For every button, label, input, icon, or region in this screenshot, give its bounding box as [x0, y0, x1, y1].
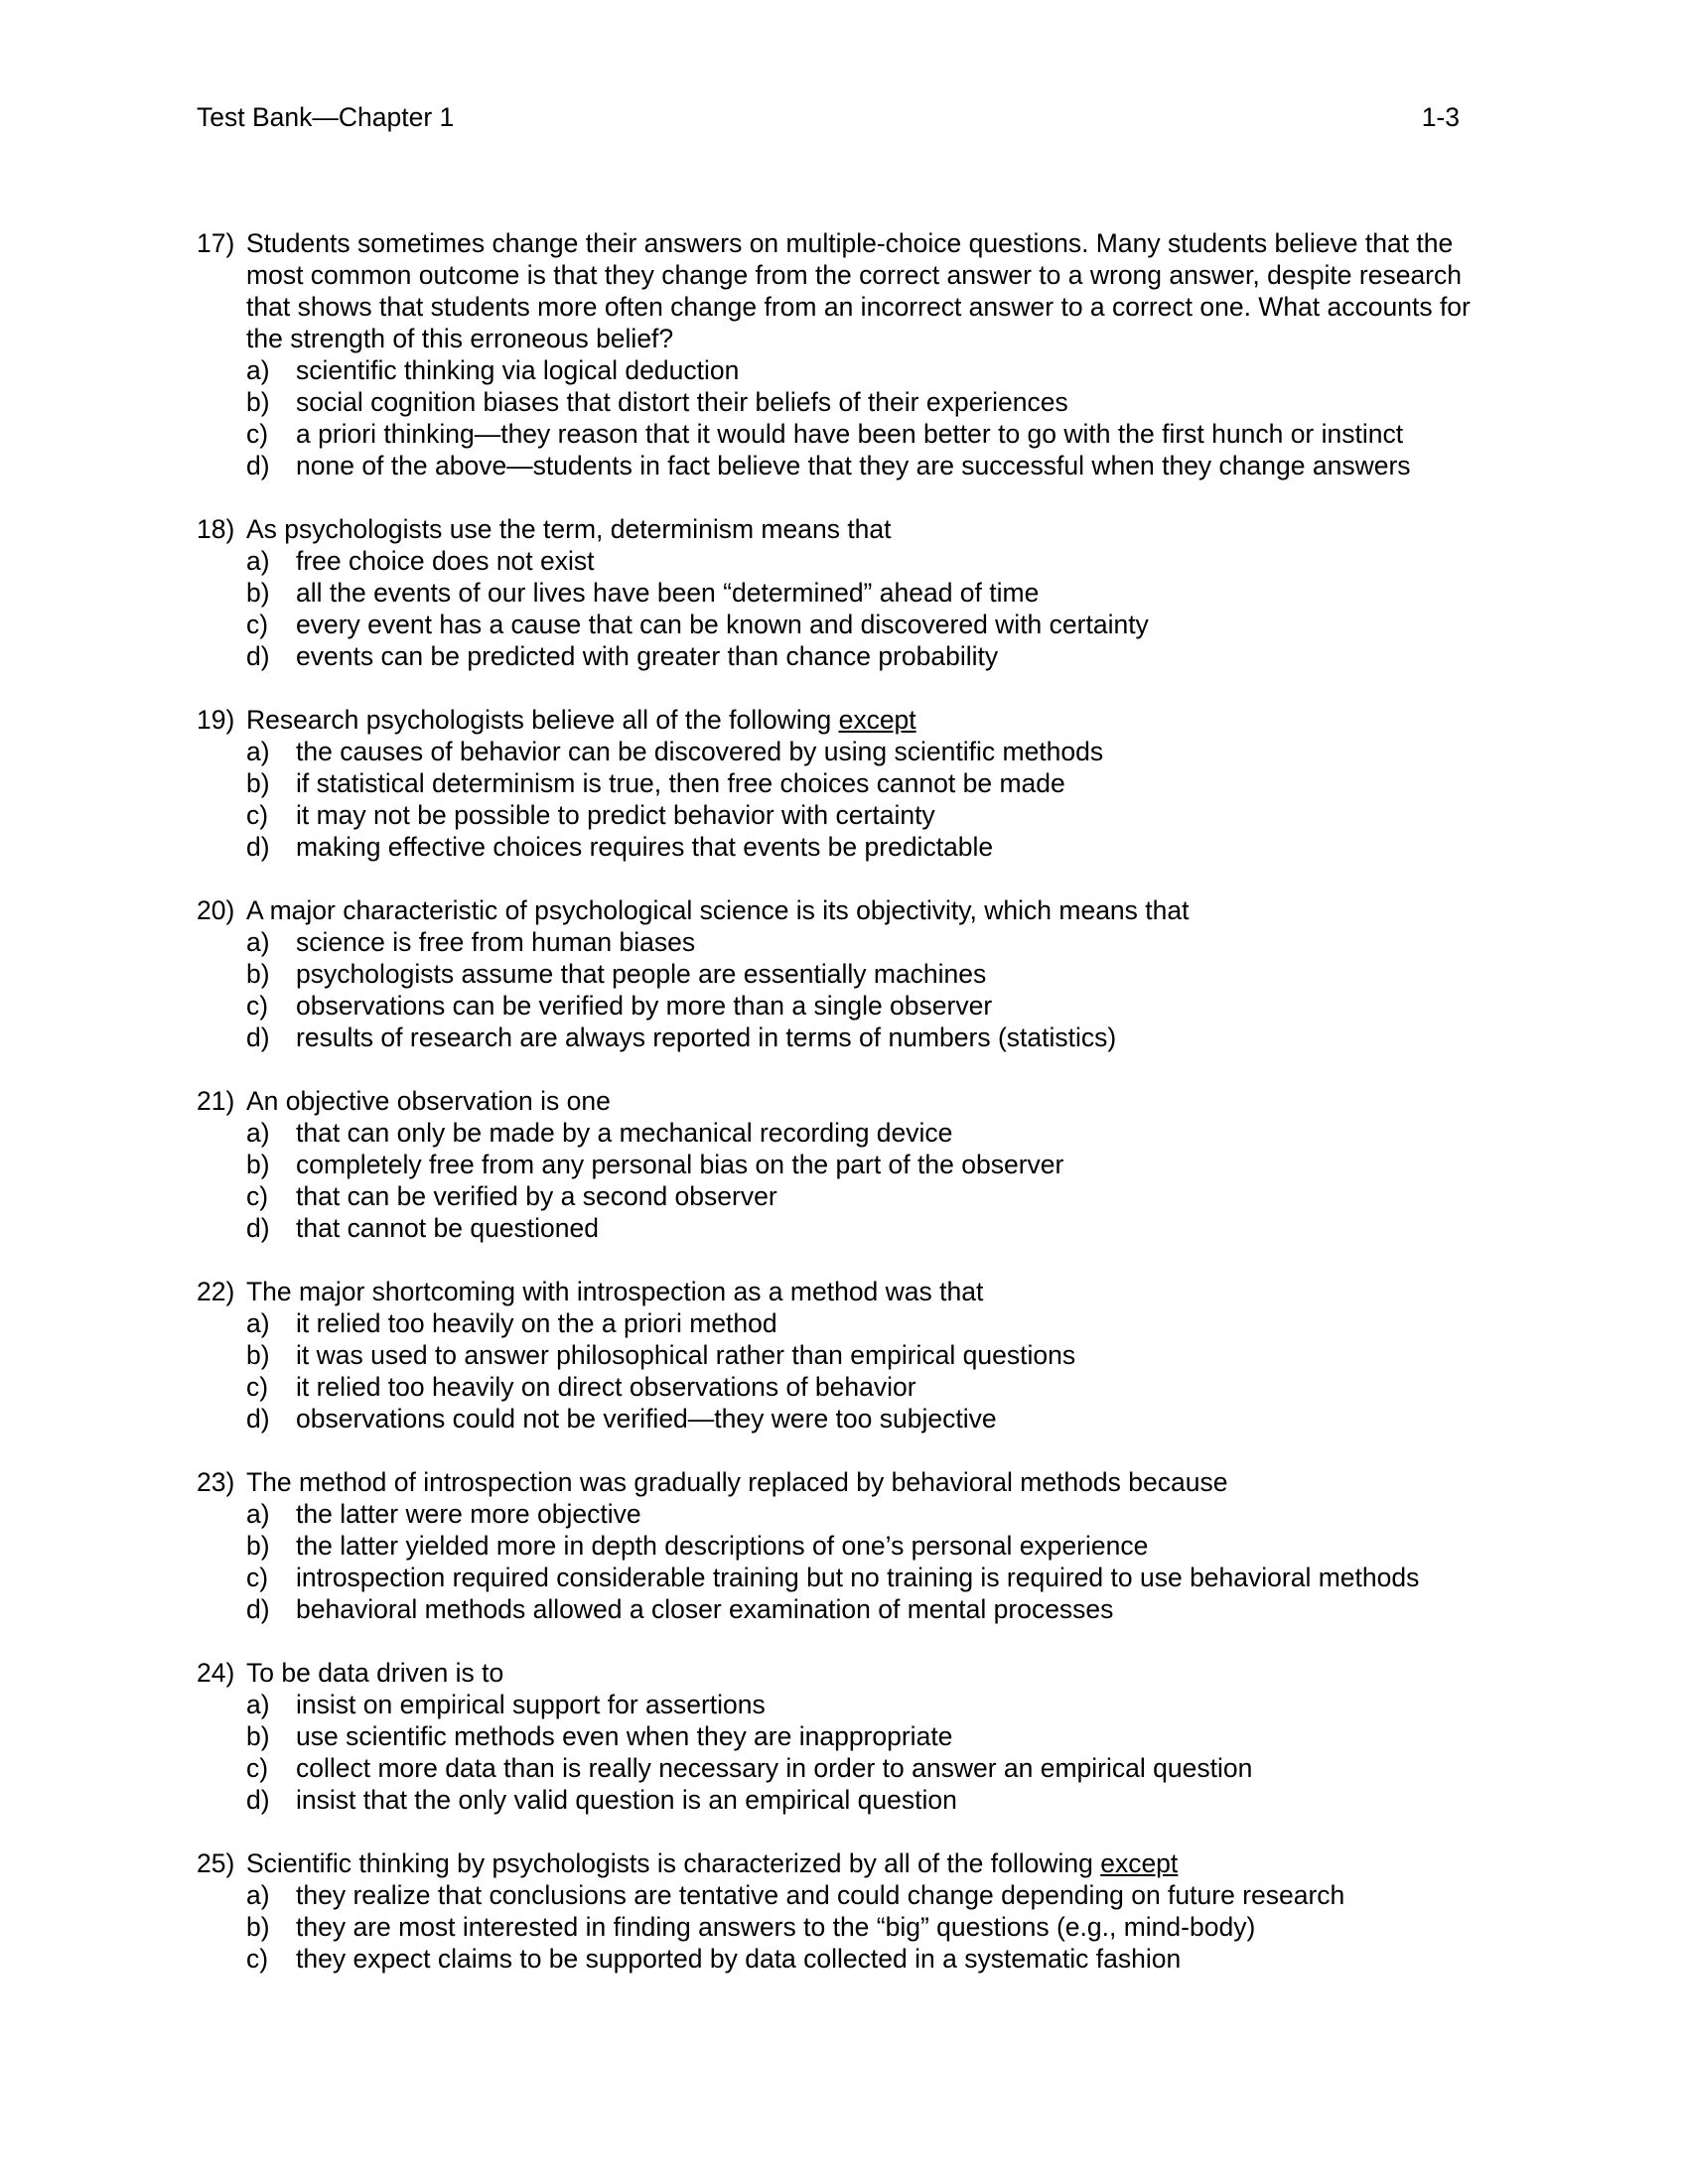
option-text: free choice does not exist [296, 546, 595, 576]
option-letter: b) [246, 1531, 270, 1561]
question-item [197, 1847, 1507, 1975]
option-text: behavioral methods allowed a closer examination of mental processes [296, 1594, 1114, 1624]
option-text: results of research are always reported in terms of numbers (statistics) [296, 1023, 1117, 1052]
option-text: they expect claims to be supported by data collected in a systematic fashion [296, 1944, 1182, 1974]
option-text: events can be predicted with greater than chance probability [296, 641, 999, 671]
option-letter: b) [246, 959, 270, 989]
answer-option [197, 1022, 1507, 1053]
answer-option [197, 1180, 1507, 1212]
option-text: a priori thinking—they reason that it would have been better to go with the first hunch or instinct [296, 419, 1404, 449]
question-text: An objective observation is one [246, 1086, 611, 1116]
answer-option [197, 1720, 1507, 1752]
question-text: Research psychologists believe all of the following [246, 705, 839, 735]
question-list [197, 227, 1507, 2006]
option-letter: c) [246, 610, 269, 639]
option-list [197, 1307, 1507, 1434]
option-list [197, 736, 1507, 863]
question-item [197, 513, 1507, 672]
option-letter: d) [246, 1594, 270, 1624]
answer-option [197, 577, 1507, 609]
answer-option [197, 1212, 1507, 1244]
question-stem [197, 1466, 1507, 1498]
option-text: none of the above—students in fact believe that they are successful when they change answers [296, 451, 1411, 480]
question-text: The major shortcoming with introspection as a method was that [246, 1277, 984, 1306]
question-stem [197, 513, 1507, 545]
question-emphasis: except [1100, 1848, 1179, 1878]
answer-option [197, 609, 1507, 640]
answer-option [197, 545, 1507, 577]
option-text: psychologists assume that people are essentially machines [296, 959, 987, 989]
option-list [197, 1498, 1507, 1625]
answer-option [197, 1530, 1507, 1562]
option-letter: d) [246, 1404, 270, 1433]
option-letter: c) [246, 1372, 269, 1402]
option-text: it was used to answer philosophical rather than empirical questions [296, 1340, 1076, 1370]
answer-option [197, 767, 1507, 799]
option-text: science is free from human biases [296, 927, 696, 957]
question-stem [197, 704, 1507, 736]
option-letter: d) [246, 451, 270, 480]
answer-option [197, 640, 1507, 672]
question-stem [197, 894, 1507, 926]
question-stem [197, 227, 1507, 354]
option-list [197, 1689, 1507, 1816]
option-letter: b) [246, 1721, 270, 1751]
option-text: insist on empirical support for assertions [296, 1690, 766, 1719]
question-number: 23) [197, 1467, 235, 1497]
option-letter: a) [246, 1690, 270, 1719]
option-letter: d) [246, 1785, 270, 1815]
option-letter: b) [246, 768, 270, 798]
option-text: they are most interested in finding answers to the “big” questions (e.g., mind-body) [296, 1912, 1256, 1942]
option-text: the latter were more objective [296, 1499, 641, 1529]
question-number: 17) [197, 228, 235, 258]
option-letter: b) [246, 578, 270, 608]
question-stem [197, 1276, 1507, 1307]
answer-option [197, 1498, 1507, 1530]
option-text: the causes of behavior can be discovered by using scientific methods [296, 737, 1104, 766]
answer-option [197, 799, 1507, 831]
header-chapter-title: Test Bank—Chapter 1 [197, 102, 455, 132]
option-letter: d) [246, 832, 270, 862]
option-letter: d) [246, 1023, 270, 1052]
question-number: 19) [197, 705, 235, 735]
option-letter: c) [246, 1944, 269, 1974]
answer-option [197, 386, 1507, 418]
option-text: completely free from any personal bias on the part of the observer [296, 1150, 1064, 1179]
question-item [197, 894, 1507, 1053]
option-text: social cognition biases that distort their beliefs of their experiences [296, 387, 1068, 417]
answer-option [197, 831, 1507, 863]
answer-option [197, 736, 1507, 767]
option-letter: c) [246, 1181, 269, 1211]
answer-option [197, 958, 1507, 990]
question-text: The method of introspection was gradually replaced by behavioral methods because [246, 1467, 1228, 1497]
option-text: making effective choices requires that events be predictable [296, 832, 994, 862]
option-letter: a) [246, 1118, 270, 1148]
option-list [197, 1879, 1507, 1975]
option-letter: a) [246, 737, 270, 766]
option-letter: d) [246, 641, 270, 671]
option-list [197, 354, 1507, 481]
answer-option [197, 1943, 1507, 1975]
answer-option [197, 418, 1507, 450]
answer-option [197, 990, 1507, 1022]
option-letter: c) [246, 991, 269, 1021]
question-item [197, 1276, 1507, 1434]
option-letter: a) [246, 1308, 270, 1338]
answer-option [197, 1339, 1507, 1371]
answer-option [197, 1403, 1507, 1434]
question-text: As psychologists use the term, determinism means that [246, 514, 892, 544]
option-text: use scientific methods even when they are inappropriate [296, 1721, 953, 1751]
option-letter: b) [246, 1912, 270, 1942]
option-text: insist that the only valid question is an empirical question [296, 1785, 957, 1815]
answer-option [197, 1149, 1507, 1180]
option-list [197, 545, 1507, 672]
question-number: 24) [197, 1658, 235, 1688]
question-item [197, 1657, 1507, 1816]
option-text: observations can be verified by more than a single observer [296, 991, 993, 1021]
option-letter: c) [246, 800, 269, 830]
question-text: A major characteristic of psychological science is its objectivity, which means that [246, 895, 1190, 925]
option-letter: c) [246, 1563, 269, 1592]
option-text: they realize that conclusions are tentative and could change depending on future research [296, 1880, 1345, 1910]
option-text: introspection required considerable training but no training is required to use behavioral methods [296, 1563, 1420, 1592]
answer-option [197, 1117, 1507, 1149]
option-letter: b) [246, 1150, 270, 1179]
option-letter: a) [246, 1880, 270, 1910]
option-letter: d) [246, 1213, 270, 1243]
option-text: observations could not be verified—they were too subjective [296, 1404, 997, 1433]
answer-option [197, 1593, 1507, 1625]
question-number: 25) [197, 1848, 235, 1878]
question-emphasis: except [838, 705, 916, 735]
option-letter: b) [246, 387, 270, 417]
option-text: if statistical determinism is true, then free choices cannot be made [296, 768, 1065, 798]
answer-option [197, 1784, 1507, 1816]
option-text: it relied too heavily on direct observations of behavior [296, 1372, 916, 1402]
answer-option [197, 1562, 1507, 1593]
option-text: collect more data than is really necessary in order to answer an empirical question [296, 1753, 1253, 1783]
option-letter: a) [246, 546, 270, 576]
answer-option [197, 1689, 1507, 1720]
page-header [197, 99, 1460, 135]
option-text: every event has a cause that can be known and discovered with certainty [296, 610, 1149, 639]
option-text: that cannot be questioned [296, 1213, 599, 1243]
question-item [197, 1085, 1507, 1244]
option-text: all the events of our lives have been “determined” ahead of time [296, 578, 1040, 608]
answer-option [197, 1879, 1507, 1911]
option-text: scientific thinking via logical deduction [296, 355, 740, 385]
question-text: Scientific thinking by psychologists is characterized by all of the following [246, 1848, 1101, 1878]
question-number: 18) [197, 514, 235, 544]
option-text: the latter yielded more in depth descriptions of one’s personal experience [296, 1531, 1149, 1561]
option-letter: a) [246, 1499, 270, 1529]
option-text: it relied too heavily on the a priori method [296, 1308, 777, 1338]
option-letter: c) [246, 1753, 269, 1783]
answer-option [197, 450, 1507, 481]
question-item [197, 1466, 1507, 1625]
option-text: that can be verified by a second observer [296, 1181, 777, 1211]
answer-option [197, 354, 1507, 386]
question-number: 20) [197, 895, 235, 925]
header-page-number: 1-3 [1421, 102, 1460, 132]
option-letter: a) [246, 927, 270, 957]
question-stem [197, 1657, 1507, 1689]
answer-option [197, 926, 1507, 958]
option-text: it may not be possible to predict behavior with certainty [296, 800, 935, 830]
option-letter: b) [246, 1340, 270, 1370]
question-number: 22) [197, 1277, 235, 1306]
option-text: that can only be made by a mechanical recording device [296, 1118, 953, 1148]
answer-option [197, 1307, 1507, 1339]
option-letter: c) [246, 419, 269, 449]
question-item [197, 227, 1507, 481]
question-text: To be data driven is to [246, 1658, 504, 1688]
answer-option [197, 1371, 1507, 1403]
question-stem [197, 1085, 1507, 1117]
question-number: 21) [197, 1086, 235, 1116]
option-list [197, 926, 1507, 1053]
question-item [197, 704, 1507, 863]
answer-option [197, 1752, 1507, 1784]
question-stem [197, 1847, 1507, 1879]
answer-option [197, 1911, 1507, 1943]
option-list [197, 1117, 1507, 1244]
question-text: Students sometimes change their answers on multiple-choice questions. Many students believe that the most common outcome is that they change from the correct answer to a wrong answer, despite research that shows that students more often change from an incorrect answer to a correct one. What accounts for the strength of this erroneous belief? [246, 228, 1471, 353]
option-letter: a) [246, 355, 270, 385]
